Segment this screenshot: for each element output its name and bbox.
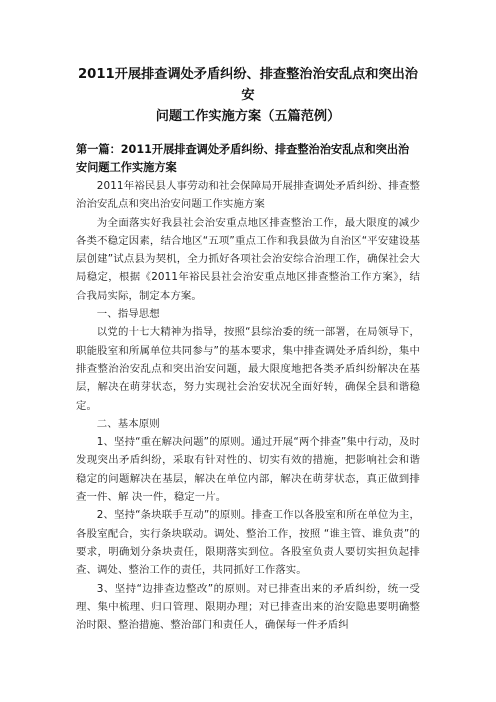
paragraph-intro: 为全面落实好我县社会治安重点地区排查整治工作，最大限度的减少各类不稳定因素，结合地区“五项”重点工作和我县做为自治区“平安建设基层创建”试点县为契机，全力抓好各项社会治安综合治理工作，确保社会大局稳定，根据《2011年裕民县社会治安重点地区排查整治工作方案》，结合我局实际，制定本方案。 [76,216,420,302]
paragraph-principle-2: 2、坚持“条块联手互动”的原则。排查工作以各股室和所在单位为主，各股室配合，实行条块联动。调处、整治工作，按照 “谁主管、谁负责”的要求，明确划分条块责任，限期落实到位。各股室负责人要切实担负起排查、调处、整治工作的责任，共同抓好工作落实。 [76,509,420,577]
paragraph-subtitle: 2011年裕民县人事劳动和社会保障局开展排查调处矛盾纠纷、排查整治治安乱点和突出治安问题工作实施方案 [76,180,420,211]
section-heading: 第一篇：2011开展排查调处矛盾纠纷、排查整治治安乱点和突出治安问题工作实施方案 [76,143,410,174]
heading-guiding-ideology: 一、指导思想 [96,308,160,321]
paragraph-principle-1: 1、坚持“重在解决问题”的原则。通过开展“两个排查”集中行动，及时发现突出矛盾纠纷，采取有针对性的、切实有效的措施，把影响社会和谐稳定的问题解决在基层，解决在单位内部，解决在萌芽状态，真正做到排查一件、解 决一件，稳定一片。 [76,436,420,504]
title-line-1: 2011开展排查调处矛盾纠纷、排查整治治安乱点和突出治安 [77,67,418,103]
heading-basic-principles: 二、基本原则 [96,417,160,430]
paragraph-guiding-ideology: 以党的十七大精神为指导，按照“县综治委的统一部署，在局领导下，职能股室和所属单位共同参与”的基本要求，集中排查调处矛盾纠纷，集中排查整治治安乱点和突出治安问题，最大限度地把各类矛盾纠纷解决在基层，解决在萌芽状态，努力实现社会治安状况全面好转，确保全县和谐稳定。 [76,326,420,412]
document-title [76,64,420,127]
title-line-2: 问题工作实施方案（五篇范例） [155,109,341,124]
document-body [76,177,420,634]
paragraph-principle-3: 3、坚持“边排查边整改”的原则。对已排查出来的矛盾纠纷，统一受理、集中梳理、归口管理、限期办理；对已排查出来的治安隐患要明确整治时限、整治措施、整治部门和责任人，确保每一件矛盾纠 [76,582,420,632]
